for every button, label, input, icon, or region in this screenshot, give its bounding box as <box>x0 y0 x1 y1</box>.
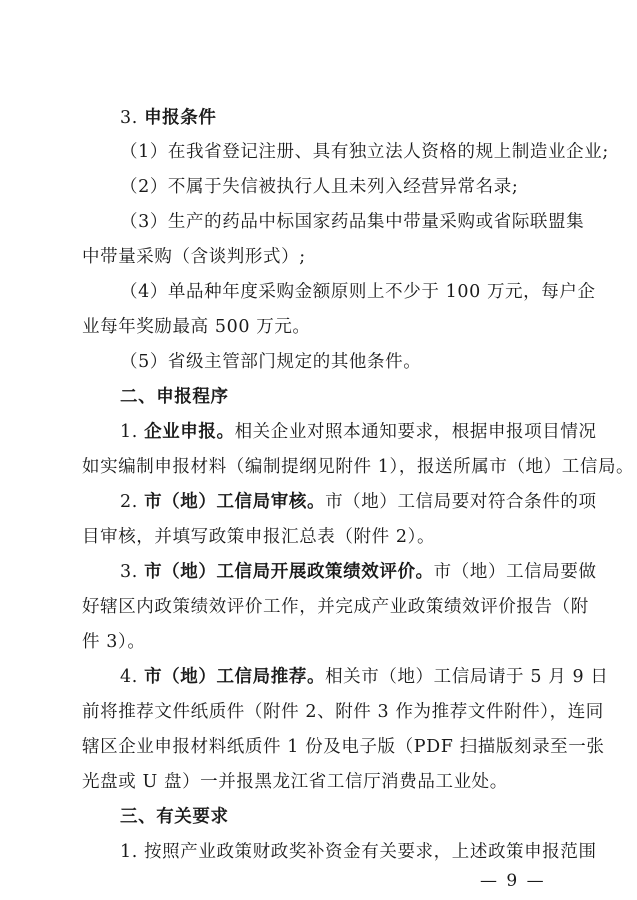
paragraph-text: 中带量采购（含谈判形式）; <box>82 247 306 267</box>
step-4-line-3 <box>0 735 604 759</box>
section-2-heading <box>0 385 229 409</box>
paragraph-text: 市（地）工信局要做 <box>433 562 597 582</box>
paragraph-text: （1）在我省登记注册、具有独立法人资格的规上制造业企业; <box>120 142 609 162</box>
step-title: 企业申报。 <box>144 422 235 442</box>
step-number: 4. <box>120 667 145 687</box>
condition-2 <box>0 175 518 199</box>
paragraph-text: 业每年奖励最高 500 万元。 <box>82 317 311 337</box>
step-title: 市（地）工信局开展政策绩效评价。 <box>144 562 434 582</box>
step-4-line-1 <box>0 665 608 689</box>
paragraph-text: （2）不属于失信被执行人且未列入经营异常名录; <box>120 177 519 197</box>
heading-title: 申报条件 <box>144 108 217 128</box>
paragraph-text: （3）生产的药品中标国家药品集中带量采购或省际联盟集 <box>120 212 585 232</box>
step-2-line-2 <box>0 525 435 549</box>
paragraph-text: 前将推荐文件纸质件（附件 2、附件 3 作为推荐文件附件），连同 <box>82 702 604 722</box>
heading-text <box>120 108 216 128</box>
step-1-line-2 <box>0 455 634 479</box>
paragraph-text: （5）省级主管部门规定的其他条件。 <box>120 352 422 372</box>
step-title: 市（地）工信局推荐。 <box>144 667 326 687</box>
paragraph-text: 好辖区内政策绩效评价工作，并完成产业政策绩效评价报告（附 <box>82 597 589 617</box>
paragraph-text: 相关市（地）工信局请于 5 月 9 日 <box>325 667 609 687</box>
paragraph-text: 相关企业对照本通知要求，根据申报项目情况 <box>234 422 597 442</box>
condition-1 <box>0 140 609 164</box>
heading-text: 二、申报程序 <box>120 387 229 407</box>
section-3-heading <box>0 106 216 130</box>
step-3-line-1 <box>0 560 597 584</box>
heading-text: 三、有关要求 <box>120 807 229 827</box>
paragraph-text: 市（地）工信局要对符合条件的项 <box>325 492 597 512</box>
page-number: — 9 — <box>480 871 546 891</box>
condition-4-line-2 <box>0 315 311 339</box>
step-3-line-2 <box>0 595 589 619</box>
paragraph-text: 1. 按照产业政策财政奖补资金有关要求，上述政策申报范围 <box>120 842 597 862</box>
step-number: 3. <box>120 562 145 582</box>
step-4-line-2 <box>0 700 604 724</box>
step-2-line-1 <box>0 490 597 514</box>
condition-4-line-1 <box>0 280 596 304</box>
step-number: 2. <box>120 492 145 512</box>
paragraph-text: （4）单品种年度采购金额原则上不少于 100 万元，每户企 <box>120 282 596 302</box>
step-3-line-3 <box>0 630 145 654</box>
step-number: 1. <box>120 422 145 442</box>
paragraph-text: 辖区企业申报材料纸质件 1 份及电子版（PDF 扫描版刻录至一张 <box>82 737 605 757</box>
step-1-line-1 <box>0 420 597 444</box>
condition-3-line-2 <box>0 245 306 269</box>
condition-5 <box>0 350 421 374</box>
heading-number: 3. <box>120 108 145 128</box>
section-3-requirements-heading <box>0 805 229 829</box>
step-4-line-4 <box>0 770 508 794</box>
paragraph-text: 目审核，并填写政策申报汇总表（附件 2）。 <box>82 527 436 547</box>
paragraph-text: 光盘或 U 盘）一并报黑龙江省工信厅消费品工业处。 <box>82 772 508 792</box>
paragraph-text: 如实编制申报材料（编制提纲见附件 1），报送所属市（地）工信局。 <box>82 457 635 477</box>
step-title: 市（地）工信局审核。 <box>144 492 326 512</box>
paragraph-text: 件 3）。 <box>82 632 146 652</box>
requirement-1-line-1 <box>0 840 597 864</box>
condition-3-line-1 <box>0 210 584 234</box>
